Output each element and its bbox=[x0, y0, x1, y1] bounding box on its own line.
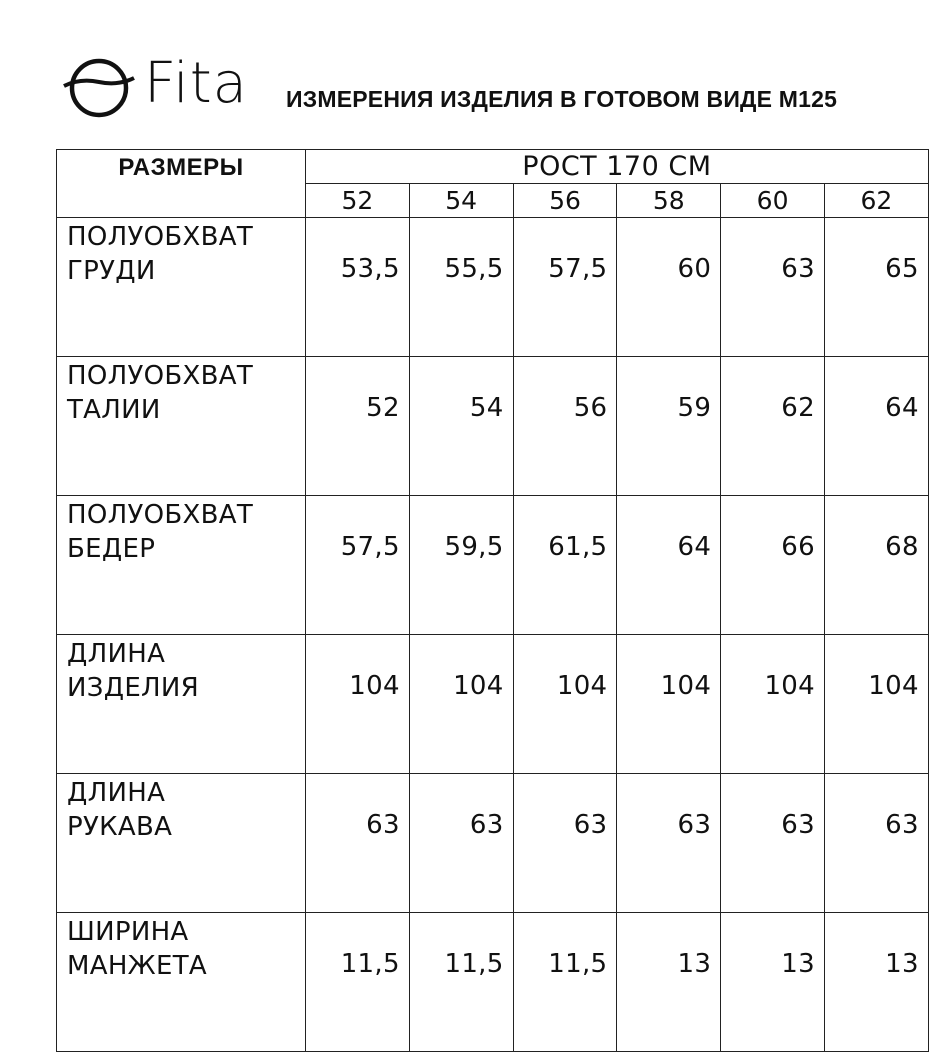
table-row bbox=[57, 357, 929, 496]
table-cell: 57,5 bbox=[306, 496, 410, 635]
size-header-cell: 62 bbox=[824, 184, 928, 218]
table-cell: 62 bbox=[721, 357, 825, 496]
brand-logo-text: Fita bbox=[144, 51, 248, 116]
table-cell: 68 bbox=[824, 496, 928, 635]
table-cell: 63 bbox=[617, 774, 721, 913]
table-cell: 11,5 bbox=[513, 913, 617, 1052]
document-title: ИЗМЕРЕНИЯ ИЗДЕЛИЯ В ГОТОВОМ ВИДЕ М125 bbox=[286, 86, 838, 112]
table-cell: 63 bbox=[721, 774, 825, 913]
table-cell: 104 bbox=[824, 635, 928, 774]
row-label-line: РУКАВА bbox=[67, 812, 173, 842]
table-cell: 63 bbox=[409, 774, 513, 913]
table-cell: 64 bbox=[824, 357, 928, 496]
table-cell: 61,5 bbox=[513, 496, 617, 635]
table-row bbox=[57, 635, 929, 774]
table-cell: 13 bbox=[721, 913, 825, 1052]
table-cell: 52 bbox=[306, 357, 410, 496]
table-cell: 63 bbox=[824, 774, 928, 913]
table-cell: 104 bbox=[409, 635, 513, 774]
size-measurements-table bbox=[56, 149, 929, 1052]
table-cell: 104 bbox=[617, 635, 721, 774]
row-label-line: ГРУДИ bbox=[67, 256, 156, 286]
table-cell: 63 bbox=[513, 774, 617, 913]
table-cell: 65 bbox=[824, 218, 928, 357]
row-label-line: ПОЛУОБХВАТ bbox=[67, 222, 254, 252]
table-cell: 64 bbox=[617, 496, 721, 635]
row-label-line: ДЛИНА bbox=[67, 639, 166, 669]
table-cell: 57,5 bbox=[513, 218, 617, 357]
brand-logo bbox=[62, 48, 252, 120]
row-label-line: ДЛИНА bbox=[67, 778, 166, 808]
row-label bbox=[57, 357, 306, 496]
table-cell: 59 bbox=[617, 357, 721, 496]
table-row bbox=[57, 496, 929, 635]
row-label bbox=[57, 218, 306, 357]
row-label-line: ИЗДЕЛИЯ bbox=[67, 673, 200, 703]
row-label bbox=[57, 774, 306, 913]
row-label-line: МАНЖЕТА bbox=[67, 951, 207, 981]
table-cell: 56 bbox=[513, 357, 617, 496]
table-cell: 53,5 bbox=[306, 218, 410, 357]
table-cell: 104 bbox=[513, 635, 617, 774]
table-row bbox=[57, 913, 929, 1052]
table-cell: 13 bbox=[824, 913, 928, 1052]
table-cell: 11,5 bbox=[306, 913, 410, 1052]
row-label-line: ШИРИНА bbox=[67, 917, 189, 947]
table-row bbox=[57, 774, 929, 913]
sizes-header: РАЗМЕРЫ bbox=[57, 150, 306, 218]
table-cell: 60 bbox=[617, 218, 721, 357]
table-header-row bbox=[57, 150, 929, 184]
table-cell: 104 bbox=[306, 635, 410, 774]
row-label-line: ПОЛУОБХВАТ bbox=[67, 361, 254, 391]
row-label bbox=[57, 913, 306, 1052]
table-cell: 54 bbox=[409, 357, 513, 496]
size-header-cell: 56 bbox=[513, 184, 617, 218]
size-header-cell: 52 bbox=[306, 184, 410, 218]
table-row bbox=[57, 218, 929, 357]
table-cell: 66 bbox=[721, 496, 825, 635]
table-cell: 11,5 bbox=[409, 913, 513, 1052]
row-label-line: ТАЛИИ bbox=[67, 395, 161, 425]
table-cell: 63 bbox=[721, 218, 825, 357]
row-label bbox=[57, 635, 306, 774]
table-cell: 59,5 bbox=[409, 496, 513, 635]
row-label-line: БЕДЕР bbox=[67, 534, 156, 564]
height-header: РОСТ 170 СМ bbox=[306, 150, 929, 184]
row-label bbox=[57, 496, 306, 635]
table-cell: 55,5 bbox=[409, 218, 513, 357]
size-header-cell: 54 bbox=[409, 184, 513, 218]
fita-logo-mark-icon bbox=[62, 48, 136, 120]
table-cell: 13 bbox=[617, 913, 721, 1052]
table-cell: 63 bbox=[306, 774, 410, 913]
size-header-cell: 58 bbox=[617, 184, 721, 218]
size-header-cell: 60 bbox=[721, 184, 825, 218]
row-label-line: ПОЛУОБХВАТ bbox=[67, 500, 254, 530]
table-cell: 104 bbox=[721, 635, 825, 774]
